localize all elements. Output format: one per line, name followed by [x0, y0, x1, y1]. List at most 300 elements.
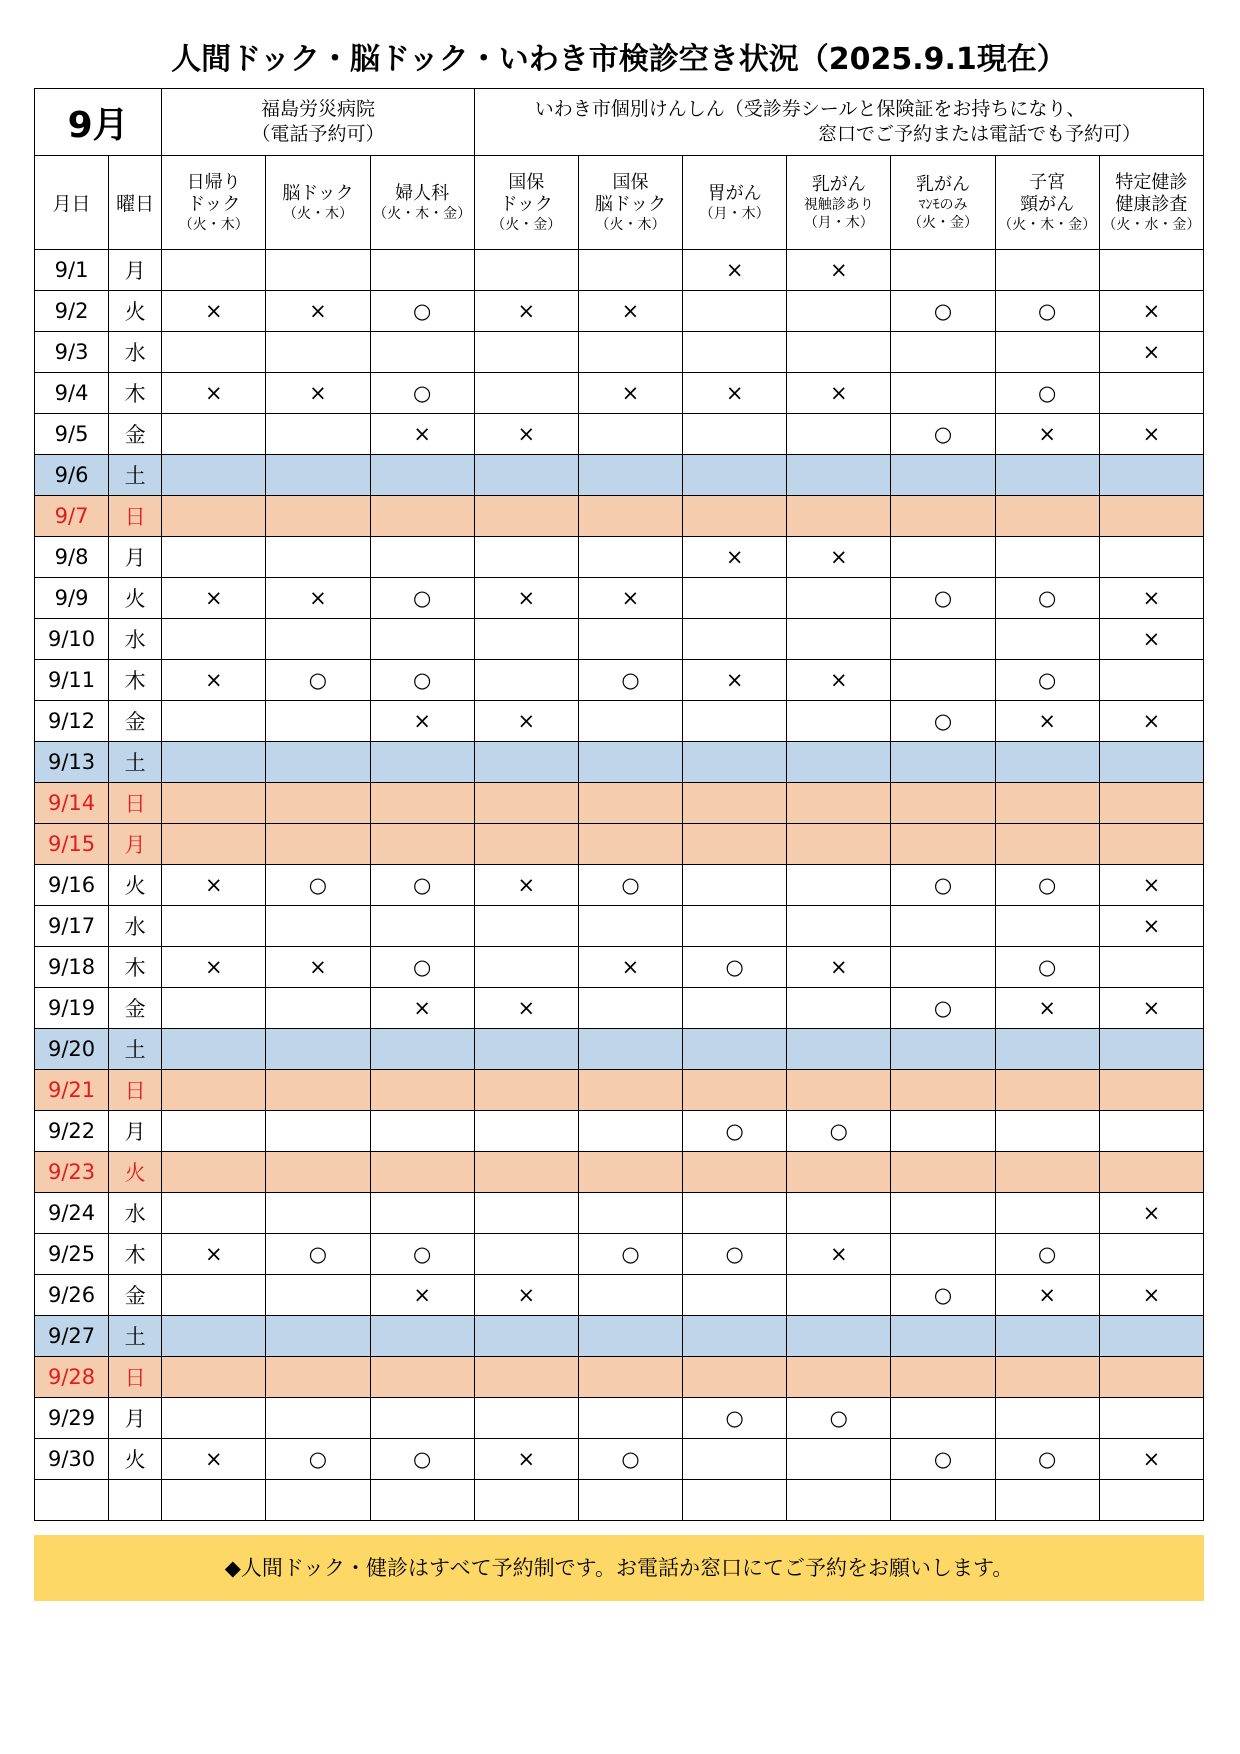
availability-cell: [578, 701, 682, 742]
availability-cell: [683, 1193, 787, 1234]
availability-cell: [787, 824, 891, 865]
availability-cell: [995, 824, 1099, 865]
availability-cell: [266, 1070, 370, 1111]
availability-cell: [266, 332, 370, 373]
table-row: [35, 578, 1204, 619]
exam-name: 国保 ドック: [499, 171, 553, 215]
availability-cell: ×: [266, 291, 370, 332]
availability-cell: ×: [162, 865, 266, 906]
availability-cell: [787, 906, 891, 947]
exam-column-header: [995, 156, 1099, 250]
weekday-cell: 火: [109, 1152, 162, 1193]
availability-cell: ×: [1099, 414, 1203, 455]
availability-cell: [266, 824, 370, 865]
date-cell: 9/29: [35, 1398, 109, 1439]
weekday-cell: 火: [109, 291, 162, 332]
availability-cell: ×: [162, 1234, 266, 1275]
availability-cell: [370, 1398, 474, 1439]
availability-cell: [891, 250, 995, 291]
availability-cell: [578, 906, 682, 947]
availability-cell: [578, 1193, 682, 1234]
availability-cell: ×: [370, 701, 474, 742]
table-row: [35, 947, 1204, 988]
date-cell: 9/3: [35, 332, 109, 373]
availability-cell: [162, 455, 266, 496]
table-row: [35, 865, 1204, 906]
weekday-cell: 月: [109, 250, 162, 291]
availability-cell: ○: [370, 865, 474, 906]
date-cell: 9/19: [35, 988, 109, 1029]
availability-cell: [474, 332, 578, 373]
availability-cell: [683, 701, 787, 742]
exam-weekdays: （火・水・金）: [1102, 216, 1201, 233]
exam-column-header: [370, 156, 474, 250]
availability-cell: [162, 824, 266, 865]
availability-cell: [474, 947, 578, 988]
availability-cell: ×: [1099, 906, 1203, 947]
availability-cell: [578, 1070, 682, 1111]
availability-cell: ○: [370, 660, 474, 701]
availability-cell: [370, 619, 474, 660]
weekday-cell: 日: [109, 1070, 162, 1111]
availability-cell: [1099, 783, 1203, 824]
table-row: [35, 824, 1204, 865]
empty-cell: [162, 1480, 266, 1521]
weekday-cell: 火: [109, 865, 162, 906]
date-cell: 9/10: [35, 619, 109, 660]
availability-cell: [474, 537, 578, 578]
table-row: [35, 619, 1204, 660]
availability-cell: [1099, 1070, 1203, 1111]
date-cell: 9/23: [35, 1152, 109, 1193]
table-row: [35, 906, 1204, 947]
availability-cell: ×: [1099, 291, 1203, 332]
hospital-name: 福島労災病院: [260, 98, 375, 120]
availability-cell: [266, 1275, 370, 1316]
availability-cell: [370, 1357, 474, 1398]
availability-cell: ○: [891, 1275, 995, 1316]
availability-cell: [162, 1398, 266, 1439]
availability-cell: ×: [474, 1275, 578, 1316]
table-row: [35, 701, 1204, 742]
availability-cell: [1099, 1029, 1203, 1070]
availability-cell: ×: [1099, 619, 1203, 660]
availability-cell: [266, 988, 370, 1029]
month-label: 9月: [35, 89, 162, 156]
exam-column-header: [787, 156, 891, 250]
empty-row: [35, 1480, 1204, 1521]
availability-cell: [683, 1357, 787, 1398]
availability-cell: [787, 496, 891, 537]
availability-cell: ×: [1099, 865, 1203, 906]
availability-cell: [891, 824, 995, 865]
availability-cell: ○: [266, 865, 370, 906]
exam-column-header: [474, 156, 578, 250]
date-cell: 9/22: [35, 1111, 109, 1152]
availability-cell: [578, 1398, 682, 1439]
availability-cell: ×: [474, 988, 578, 1029]
availability-cell: [578, 1316, 682, 1357]
availability-cell: ○: [370, 1234, 474, 1275]
table-row: [35, 1070, 1204, 1111]
availability-cell: [370, 250, 474, 291]
availability-cell: ×: [474, 578, 578, 619]
availability-cell: [370, 496, 474, 537]
availability-cell: ○: [370, 291, 474, 332]
date-cell: 9/2: [35, 291, 109, 332]
availability-cell: ×: [162, 291, 266, 332]
availability-cell: ×: [1099, 1439, 1203, 1480]
availability-cell: [474, 824, 578, 865]
table-row: [35, 1152, 1204, 1193]
weekday-cell: 水: [109, 619, 162, 660]
availability-cell: [1099, 455, 1203, 496]
availability-cell: [891, 537, 995, 578]
availability-cell: ○: [891, 414, 995, 455]
date-cell: 9/28: [35, 1357, 109, 1398]
weekday-cell: 火: [109, 578, 162, 619]
availability-cell: ○: [266, 1234, 370, 1275]
availability-cell: [995, 1111, 1099, 1152]
availability-cell: ×: [995, 988, 1099, 1029]
availability-cell: [370, 783, 474, 824]
availability-cell: ×: [474, 865, 578, 906]
availability-cell: [683, 1070, 787, 1111]
exam-column-header: [162, 156, 266, 250]
hospital-group-header: [162, 89, 475, 156]
availability-cell: [995, 537, 1099, 578]
availability-cell: [162, 1316, 266, 1357]
availability-cell: ○: [370, 1439, 474, 1480]
exam-name: 日帰り ドック: [186, 171, 241, 215]
availability-cell: [683, 414, 787, 455]
empty-cell: [1099, 1480, 1203, 1521]
availability-cell: ×: [1099, 332, 1203, 373]
date-header: 月日: [35, 156, 109, 250]
availability-cell: [1099, 537, 1203, 578]
availability-cell: [370, 742, 474, 783]
availability-cell: [1099, 660, 1203, 701]
weekday-cell: 木: [109, 947, 162, 988]
weekday-cell: 月: [109, 1398, 162, 1439]
availability-cell: [683, 332, 787, 373]
availability-cell: ×: [787, 537, 891, 578]
availability-cell: [370, 332, 474, 373]
exam-column-header: [266, 156, 370, 250]
date-cell: 9/20: [35, 1029, 109, 1070]
availability-cell: ○: [578, 1439, 682, 1480]
availability-cell: [162, 414, 266, 455]
exam-name: 国保 脳ドック: [594, 171, 667, 215]
date-cell: 9/14: [35, 783, 109, 824]
availability-cell: [162, 1193, 266, 1234]
availability-cell: ○: [995, 578, 1099, 619]
exam-weekdays: （火・木）: [178, 216, 249, 233]
availability-cell: ×: [683, 373, 787, 414]
availability-cell: [474, 373, 578, 414]
availability-cell: [474, 1398, 578, 1439]
availability-cell: [891, 906, 995, 947]
availability-cell: [995, 783, 1099, 824]
availability-cell: [578, 988, 682, 1029]
availability-cell: [787, 701, 891, 742]
availability-cell: [474, 619, 578, 660]
availability-cell: ×: [995, 1275, 1099, 1316]
empty-cell: [787, 1480, 891, 1521]
availability-cell: ×: [266, 373, 370, 414]
availability-cell: [891, 332, 995, 373]
availability-cell: [266, 783, 370, 824]
availability-cell: [266, 250, 370, 291]
date-cell: 9/25: [35, 1234, 109, 1275]
availability-cell: [995, 619, 1099, 660]
availability-cell: ○: [370, 947, 474, 988]
table-row: [35, 1275, 1204, 1316]
availability-cell: [266, 906, 370, 947]
table-row: [35, 1398, 1204, 1439]
availability-cell: ○: [683, 1398, 787, 1439]
weekday-cell: 日: [109, 1357, 162, 1398]
availability-cell: ×: [578, 947, 682, 988]
availability-cell: ×: [683, 250, 787, 291]
exam-name: 子宮 頸がん: [1020, 171, 1075, 215]
availability-cell: [683, 291, 787, 332]
availability-cell: [891, 947, 995, 988]
hospital-phone-note: （電話予約可）: [251, 123, 385, 145]
availability-cell: [578, 455, 682, 496]
availability-cell: [995, 1398, 1099, 1439]
availability-cell: ○: [370, 373, 474, 414]
availability-cell: [1099, 250, 1203, 291]
exam-weekdays: （月・木）: [699, 205, 770, 222]
weekday-cell: 火: [109, 1439, 162, 1480]
weekday-cell: 日: [109, 496, 162, 537]
availability-cell: [578, 1029, 682, 1070]
availability-cell: [162, 1029, 266, 1070]
availability-cell: [1099, 742, 1203, 783]
weekday-cell: 木: [109, 373, 162, 414]
availability-cell: [578, 537, 682, 578]
availability-cell: [891, 783, 995, 824]
empty-cell: [683, 1480, 787, 1521]
availability-cell: ×: [162, 947, 266, 988]
availability-cell: ×: [1099, 578, 1203, 619]
availability-cell: ×: [1099, 1275, 1203, 1316]
weekday-cell: 土: [109, 1316, 162, 1357]
availability-cell: [370, 906, 474, 947]
availability-cell: [1099, 496, 1203, 537]
availability-cell: [474, 1152, 578, 1193]
date-cell: 9/9: [35, 578, 109, 619]
date-cell: 9/21: [35, 1070, 109, 1111]
availability-cell: ○: [891, 701, 995, 742]
availability-cell: [474, 455, 578, 496]
availability-cell: [162, 1275, 266, 1316]
exam-name: 特定健診 健康診査: [1115, 171, 1188, 215]
weekday-cell: 月: [109, 824, 162, 865]
page-title: 人間ドック・脳ドック・いわき市検診空き状況（2025.9.1現在）: [171, 42, 1067, 77]
availability-cell: ○: [683, 1234, 787, 1275]
table-row: [35, 332, 1204, 373]
date-cell: 9/24: [35, 1193, 109, 1234]
availability-cell: [474, 1070, 578, 1111]
date-cell: 9/15: [35, 824, 109, 865]
availability-cell: [266, 1111, 370, 1152]
availability-cell: [683, 865, 787, 906]
date-cell: 9/6: [35, 455, 109, 496]
availability-cell: [474, 1316, 578, 1357]
city-group-line2: 窓口でご予約または電話でも予約可）: [817, 123, 1141, 145]
table-row: [35, 455, 1204, 496]
availability-cell: ×: [578, 578, 682, 619]
availability-cell: ×: [370, 414, 474, 455]
availability-cell: ×: [787, 373, 891, 414]
availability-cell: [787, 1316, 891, 1357]
availability-cell: [683, 496, 787, 537]
availability-cell: [683, 619, 787, 660]
table-row: [35, 660, 1204, 701]
date-cell: 9/16: [35, 865, 109, 906]
date-cell: 9/13: [35, 742, 109, 783]
availability-cell: [891, 1357, 995, 1398]
exam-weekdays: （火・木）: [595, 216, 666, 233]
availability-cell: [162, 988, 266, 1029]
table-row: [35, 537, 1204, 578]
availability-cell: [787, 414, 891, 455]
availability-table: [34, 88, 1204, 1521]
table-row: [35, 1316, 1204, 1357]
date-cell: 9/7: [35, 496, 109, 537]
exam-column-header: [683, 156, 787, 250]
availability-cell: ×: [370, 1275, 474, 1316]
exam-weekdays: （火・金）: [907, 214, 978, 231]
availability-cell: [891, 742, 995, 783]
availability-cell: [162, 742, 266, 783]
availability-cell: [266, 1029, 370, 1070]
availability-cell: [162, 1357, 266, 1398]
availability-cell: ×: [578, 373, 682, 414]
weekday-cell: 水: [109, 906, 162, 947]
availability-cell: [370, 1316, 474, 1357]
availability-cell: [266, 1398, 370, 1439]
availability-cell: [787, 865, 891, 906]
availability-cell: [474, 1193, 578, 1234]
availability-cell: ×: [474, 701, 578, 742]
date-cell: 9/1: [35, 250, 109, 291]
availability-cell: ×: [474, 291, 578, 332]
availability-cell: ○: [995, 660, 1099, 701]
date-cell: 9/8: [35, 537, 109, 578]
date-cell: 9/17: [35, 906, 109, 947]
availability-cell: [474, 783, 578, 824]
exam-weekdays: （火・木・金）: [998, 216, 1097, 233]
availability-cell: [370, 455, 474, 496]
availability-cell: [578, 414, 682, 455]
availability-cell: [266, 1193, 370, 1234]
availability-cell: ×: [474, 414, 578, 455]
date-cell: 9/18: [35, 947, 109, 988]
availability-cell: [787, 332, 891, 373]
availability-cell: ×: [683, 660, 787, 701]
availability-cell: ○: [891, 988, 995, 1029]
availability-cell: [787, 783, 891, 824]
weekday-cell: 月: [109, 1111, 162, 1152]
availability-cell: ×: [995, 414, 1099, 455]
exam-column-header: [1099, 156, 1203, 250]
availability-cell: [683, 988, 787, 1029]
availability-cell: ○: [578, 865, 682, 906]
availability-cell: [266, 619, 370, 660]
availability-cell: ○: [266, 660, 370, 701]
exam-weekdays: （月・木）: [803, 214, 874, 231]
city-group-line1: いわき市個別けんしん（受診券シールと保険証をお持ちになり、: [534, 98, 1086, 120]
availability-cell: [370, 1111, 474, 1152]
exam-weekdays: （火・木）: [282, 205, 353, 222]
availability-cell: [266, 455, 370, 496]
availability-cell: [787, 1439, 891, 1480]
availability-cell: [1099, 1111, 1203, 1152]
exam-column-header: [891, 156, 995, 250]
availability-cell: [266, 414, 370, 455]
availability-cell: [1099, 824, 1203, 865]
availability-cell: [995, 1070, 1099, 1111]
availability-cell: [578, 1152, 682, 1193]
table-row: [35, 373, 1204, 414]
availability-cell: ×: [162, 578, 266, 619]
empty-cell: [891, 1480, 995, 1521]
availability-cell: [578, 332, 682, 373]
availability-cell: ×: [787, 660, 891, 701]
availability-cell: [891, 1029, 995, 1070]
availability-cell: [370, 537, 474, 578]
availability-cell: [266, 496, 370, 537]
availability-cell: [891, 1398, 995, 1439]
availability-cell: [787, 578, 891, 619]
availability-cell: [474, 1029, 578, 1070]
exam-name: 胃がん: [707, 182, 762, 204]
availability-cell: [995, 496, 1099, 537]
availability-cell: [474, 250, 578, 291]
availability-cell: [578, 250, 682, 291]
availability-cell: ×: [1099, 1193, 1203, 1234]
weekday-cell: 土: [109, 742, 162, 783]
weekday-header: 曜日: [109, 156, 162, 250]
column-header-row: [35, 156, 1204, 250]
availability-cell: [683, 1029, 787, 1070]
availability-cell: [787, 988, 891, 1029]
empty-cell: [474, 1480, 578, 1521]
availability-cell: [162, 250, 266, 291]
availability-cell: ○: [683, 947, 787, 988]
availability-cell: ×: [1099, 701, 1203, 742]
availability-cell: ×: [370, 988, 474, 1029]
availability-cell: [891, 496, 995, 537]
weekday-cell: 金: [109, 1275, 162, 1316]
table-row: [35, 1234, 1204, 1275]
reservation-note: ◆人間ドック・健診はすべて予約制です。お電話か窓口にてご予約をお願いします。: [34, 1535, 1204, 1601]
availability-cell: [995, 1152, 1099, 1193]
availability-cell: [474, 660, 578, 701]
date-cell: 9/26: [35, 1275, 109, 1316]
availability-cell: ○: [266, 1439, 370, 1480]
empty-cell: [995, 1480, 1099, 1521]
availability-cell: ×: [1099, 988, 1203, 1029]
availability-cell: [787, 1152, 891, 1193]
availability-cell: ○: [891, 865, 995, 906]
date-cell: 9/5: [35, 414, 109, 455]
exam-column-header: [578, 156, 682, 250]
availability-cell: [683, 1275, 787, 1316]
